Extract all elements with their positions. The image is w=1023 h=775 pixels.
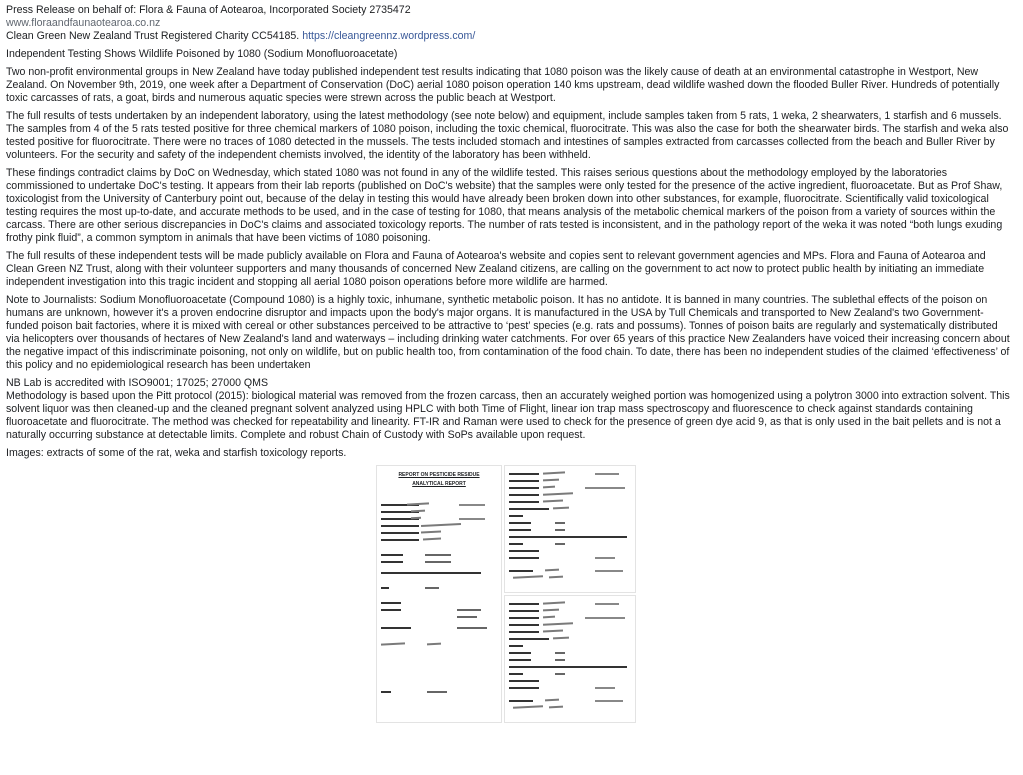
images-caption: Images: extracts of some of the rat, weka and starfish toxicology reports.: [6, 447, 347, 459]
lab-methodology: Methodology is based upon the Pitt protocol (2015): biological material was removed from the frozen carcass, then an accurately weighed portion was homogenized using a polytron 3000 into extraction solvent. This solvent liquor was then cleaned-up and the cleaned pregnant solvent analyzed using HPLC with both Time of Flight, linear ion trap mass spectroscopy and fluorescence to check against standards containing fluoroacetate and fluorocitrate. The method was checked for repeatability and linearity. FT-IR and Raman were used to check for the presence of green dye acid 9, as that is only used in the bait pellets and is not a naturally occurring substance at detectable limits. Complete and robust Chain of Custody with SoPs available upon request.: [6, 390, 1010, 441]
lab-accreditation: NB Lab is accredited with ISO9001; 17025; 27000 QMS: [6, 377, 269, 389]
paragraph-results: The full results of tests undertaken by an independent laboratory, using the latest methodology (see note below) and equipment, include samples taken from 5 rats, 1 weka, 2 shearwaters, 1 starfish and 6 mussels. The samples from 4 of the 5 rats tested positive for three chemical markers of 1080 poison, including the toxic chemical, fluorocitrate. This was also the case for both the shearwater birds. The starfish and weka also tested positive for fluorocitrate. There were no traces of 1080 detected in the mussels. The tests included stomach and intestines of samples extracted from carcasses collected from the beach and Buller River by volunteers. For the security and safety of the independent chemists involved, the identity of the laboratory has been withheld.: [6, 110, 1009, 161]
website-link[interactable]: www.floraandfaunaotearoa.co.nz: [6, 17, 161, 29]
trust-registration: Clean Green New Zealand Trust Registered Charity CC54185.: [6, 30, 300, 42]
paragraph-call-to-action: The full results of these independent tests will be made publicly available on Flora and Fauna of Aotearoa's website and copies sent to relevant government agencies and MPs. Flora and Fauna of Aotearoa and Clean Green NZ Trust, along with their volunteer supporters and many thousands of concerned New Zealand citizens, are calling on the government to act now to protect public health by initiating an immediate independent investigation into this tragic incident and stopping all aerial 1080 poison operations before more wildlife are harmed.: [6, 250, 986, 288]
headline: Independent Testing Shows Wildlife Poisoned by 1080 (Sodium Monofluoroacetate): [6, 48, 398, 60]
toxicology-report-images[interactable]: [376, 465, 636, 723]
paragraph-intro: Two non-profit environmental groups in New Zealand have today published independent test results indicating that 1080 poison was the likely cause of death at an environmental catastrophe in Westport, New Zealand. On November 9th, 2019, one week after a Department of Conservation (DoC) aerial 1080 poison operation 140 kms upstream, dead wildlife washed down the flooded Buller River. Hundreds of potentially toxic carcasses of rats, a goat, birds and numerous aquatic species were strewn across the public beach at Westport.: [6, 66, 1000, 104]
report-image-rat[interactable]: [376, 465, 502, 723]
paragraph-note-to-journalists: Note to Journalists: Sodium Monofluoroacetate (Compound 1080) is a highly toxic, inhumane, synthetic metabolic poison. It has no antidote. It is banned in many countries. The sublethal effects of the poison on humans are unknown, however it's a proven endocrine disruptor and impacts upon the body's major organs. It is manufactured in the USA by Tull Chemicals and transported to New Zealand's two Government-funded poison bait factories, where it is mixed with cereal or other substances perceived to be attractive to ‘pest’ species (e.g. rats and possums). Tonnes of poison baits are regularly and systematically distributed via helicopters over thousands of hectares of New Zealand's land and waterways – including drinking water catchments. For over 65 years of this practice New Zealanders have voiced their increasing concern about the negative impact of this indiscriminate poisoning, not only on wildlife, but on public health too, from contamination of the food chain. To date, there has been no independent studies of the claimed ‘effectiveness’ of this policy and no epidemiological research has been undertaken: [6, 294, 1010, 371]
report-title: REPORT ON PESTICIDE RESIDUE: [398, 472, 480, 478]
report-image-starfish[interactable]: [504, 595, 636, 723]
paragraph-contradiction: These findings contradict claims by DoC on Wednesday, which stated 1080 was not found in any of the wildlife tested. This raises serious questions about the methodology employed by the laboratories commissioned to undertake DoC's testing. It appears from their lab reports (published on DoC's website) that the samples were only tested for the presence of the active ingredient, fluoroacetate. But as Prof Shaw, toxicologist from the University of Canterbury point out, because of the delay in testing this would have already been broken down into other substances, for example, fluorocitrate. Scientifically valid toxicological testing requires the most up-to-date, and accurate methods to be used, and in the case of testing for 1080, that means analysis of the metabolic chemical markers of the poison from a variety of sources within the carcass. There are other serious discrepancies in DoC's claims and associated toxicology reports. The number of rats tested is inconsistent, and in the pathology report of the weka it was noted “both lungs exuding frothy pink fluid”, a common symptom in animals that have been victims of 1080 poisoning.: [6, 167, 1003, 244]
trust-website-link[interactable]: https://cleangreennz.wordpress.com/: [302, 30, 476, 42]
header-line-1: Press Release on behalf of: Flora & Fauna of Aotearoa, Incorporated Society 2735472: [6, 4, 411, 16]
report-subtitle: ANALYTICAL REPORT: [412, 481, 466, 487]
report-image-weka[interactable]: [504, 465, 636, 593]
header-line-3: [6, 30, 1013, 43]
